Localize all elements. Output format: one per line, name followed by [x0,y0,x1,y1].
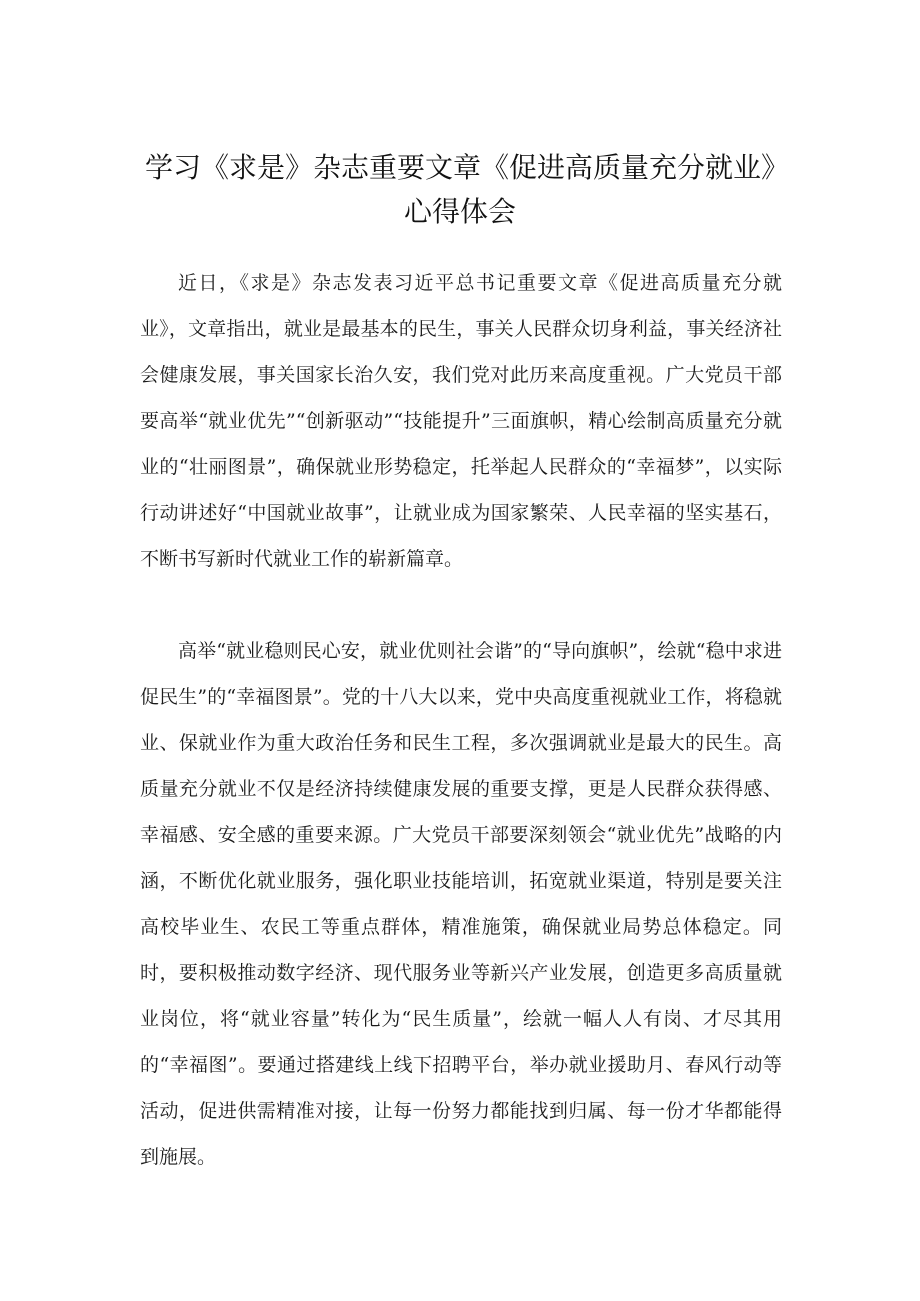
paragraph-1: 近日，《求是》杂志发表习近平总书记重要文章《促进高质量充分就业》，文章指出，就业是最基本的民生，事关人民群众切身利益，事关经济社会健康发展，事关国家长治久安，我们党对此历来高度重视。广大党员干部要高举“就业优先”“创新驱动”“技能提升”三面旗帜，精心绘制高质量充分就业的“壮丽图景”，确保就业形势稳定，托举起人民群众的“幸福梦”，以实际行动讲述好“中国就业故事”，让就业成为国家繁荣、人民幸福的坚实基石，不断书写新时代就业工作的崭新篇章。 [140,272,782,570]
document-title: 学习《求是》杂志重要文章《促进高质量充分就业》心得体会 [144,151,775,228]
paragraph-2: 高举“就业稳则民心安，就业优则社会谐”的“导向旗帜”，绘就“稳中求进促民生”的“幸福图景”。党的十八大以来，党中央高度重视就业工作，将稳就业、保就业作为重大政治任务和民生工程，多次强调就业是最大的民生。高质量充分就业不仅是经济持续健康发展的重要支撑，更是人民群众获得感、幸福感、安全感的重要来源。广大党员干部要深刻领会“就业优先”战略的内涵，不断优化就业服务，强化职业技能培训，拓宽就业渠道，特别是要关注高校毕业生、农民工等重点群体，精准施策，确保就业局势总体稳定。同时，要积极推动数字经济、现代服务业等新兴产业发展，创造更多高质量就业岗位，将“就业容量”转化为“民生质量”，绘就一幅人人有岗、才尽其用的“幸福图”。要通过搭建线上线下招聘平台，举办就业援助月、春风行动等活动，促进供需精准对接，让每一份努力都能找到归属、每一份才华都能得到施展。 [140,640,782,1168]
document-body [140,260,782,1180]
